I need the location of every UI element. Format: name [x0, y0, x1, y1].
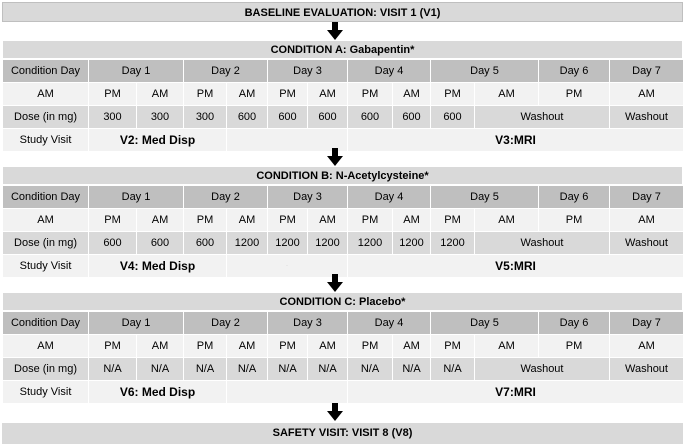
- day-header: Day 7: [610, 186, 684, 209]
- period-cell: PM: [348, 83, 393, 106]
- safety-visit-banner: SAFETY VISIT: VISIT 8 (V8): [2, 423, 683, 444]
- period-cell: PM: [539, 209, 610, 232]
- period-cell: PM: [431, 83, 475, 106]
- dose-cell: 1200: [308, 232, 348, 255]
- table-row: [3, 358, 684, 381]
- table-row: [3, 381, 684, 404]
- table-row: [3, 60, 684, 83]
- period-cell: AM: [393, 83, 431, 106]
- period-cell: AM: [610, 83, 684, 106]
- condition-title: CONDITION A: Gabapentin*: [2, 40, 683, 59]
- day-header: Day 6: [539, 312, 610, 335]
- dose-cell: Washout: [475, 232, 610, 255]
- period-cell: PM: [89, 83, 137, 106]
- dose-label: Dose (in mg): [3, 358, 89, 381]
- dose-label: Dose (in mg): [3, 232, 89, 255]
- dose-cell: N/A: [431, 358, 475, 381]
- down-arrow-icon: [327, 274, 343, 292]
- day-header: Day 1: [89, 312, 184, 335]
- condition-a-block: [2, 40, 683, 152]
- period-cell: AM: [610, 209, 684, 232]
- mri-visit: V5:MRI: [348, 255, 684, 278]
- day-header: Day 4: [348, 186, 431, 209]
- dose-cell: 300: [137, 106, 184, 129]
- dose-cell: 600: [137, 232, 184, 255]
- period-cell: AM: [475, 209, 539, 232]
- table-row: [3, 209, 684, 232]
- table-row: [3, 106, 684, 129]
- day-header: Day 2: [184, 60, 268, 83]
- day-header: Day 5: [431, 312, 539, 335]
- period-cell: AM: [475, 335, 539, 358]
- dose-cell: N/A: [137, 358, 184, 381]
- day-header: Day 2: [184, 186, 268, 209]
- dose-cell: N/A: [268, 358, 308, 381]
- dose-cell: Washout: [610, 106, 684, 129]
- am-label: AM: [3, 83, 89, 106]
- condition-c-table: [2, 311, 684, 404]
- med-disp-visit: V6: Med Disp: [89, 381, 227, 404]
- dose-cell: 600: [393, 106, 431, 129]
- period-cell: AM: [308, 83, 348, 106]
- period-cell: PM: [184, 209, 227, 232]
- dose-cell: N/A: [348, 358, 393, 381]
- condition-day-label: Condition Day: [3, 312, 89, 335]
- condition-c-block: [2, 292, 683, 404]
- study-visit-label: Study Visit: [3, 381, 89, 404]
- day-header: Day 2: [184, 312, 268, 335]
- down-arrow-icon: [327, 403, 343, 421]
- med-disp-visit: V4: Med Disp: [89, 255, 227, 278]
- period-cell: AM: [475, 83, 539, 106]
- day-header: Day 6: [539, 60, 610, 83]
- day-header: Day 3: [268, 60, 348, 83]
- period-cell: PM: [89, 209, 137, 232]
- period-cell: AM: [137, 335, 184, 358]
- period-cell: AM: [308, 209, 348, 232]
- blank-cell: [227, 381, 348, 404]
- period-cell: PM: [431, 335, 475, 358]
- am-label: AM: [3, 335, 89, 358]
- period-cell: PM: [539, 83, 610, 106]
- dose-cell: 1200: [348, 232, 393, 255]
- dose-cell: 600: [348, 106, 393, 129]
- dose-cell: 1200: [227, 232, 268, 255]
- dose-cell: N/A: [227, 358, 268, 381]
- mri-visit: V7:MRI: [348, 381, 684, 404]
- dose-cell: 1200: [431, 232, 475, 255]
- dose-cell: N/A: [393, 358, 431, 381]
- period-cell: AM: [610, 335, 684, 358]
- dose-cell: N/A: [308, 358, 348, 381]
- dose-cell: Washout: [475, 358, 610, 381]
- period-cell: AM: [308, 335, 348, 358]
- period-cell: PM: [268, 335, 308, 358]
- study-visit-label: Study Visit: [3, 129, 89, 152]
- day-header: Day 4: [348, 312, 431, 335]
- day-header: Day 7: [610, 60, 684, 83]
- condition-title: CONDITION B: N-Acetylcysteine*: [2, 166, 683, 185]
- dose-cell: 600: [308, 106, 348, 129]
- period-cell: AM: [227, 209, 268, 232]
- table-row: [3, 129, 684, 152]
- table-row: [3, 232, 684, 255]
- day-header: Day 1: [89, 186, 184, 209]
- dose-cell: 600: [184, 232, 227, 255]
- down-arrow-icon: [327, 22, 343, 40]
- period-cell: PM: [348, 335, 393, 358]
- am-label: AM: [3, 209, 89, 232]
- dose-cell: 300: [184, 106, 227, 129]
- dose-cell: 600: [431, 106, 475, 129]
- mri-visit: V3:MRI: [348, 129, 684, 152]
- day-header: Day 4: [348, 60, 431, 83]
- period-cell: AM: [137, 209, 184, 232]
- dose-cell: 600: [227, 106, 268, 129]
- condition-day-label: Condition Day: [3, 60, 89, 83]
- condition-a-table: [2, 59, 684, 152]
- dose-cell: 1200: [393, 232, 431, 255]
- dose-cell: Washout: [610, 232, 684, 255]
- table-row: [3, 255, 684, 278]
- condition-day-label: Condition Day: [3, 186, 89, 209]
- period-cell: PM: [184, 335, 227, 358]
- period-cell: PM: [431, 209, 475, 232]
- condition-b-table: [2, 185, 684, 278]
- table-row: [3, 83, 684, 106]
- table-row: [3, 335, 684, 358]
- period-cell: AM: [227, 83, 268, 106]
- table-row: [3, 186, 684, 209]
- period-cell: PM: [539, 335, 610, 358]
- day-header: Day 3: [268, 186, 348, 209]
- dose-cell: Washout: [475, 106, 610, 129]
- day-header: Day 1: [89, 60, 184, 83]
- blank-cell: ·: [227, 255, 348, 278]
- period-cell: PM: [348, 209, 393, 232]
- study-visit-label: Study Visit: [3, 255, 89, 278]
- dose-label: Dose (in mg): [3, 106, 89, 129]
- dose-cell: N/A: [89, 358, 137, 381]
- period-cell: PM: [268, 209, 308, 232]
- dose-cell: 600: [89, 232, 137, 255]
- med-disp-visit: V2: Med Disp: [89, 129, 227, 152]
- condition-title: CONDITION C: Placebo*: [2, 292, 683, 311]
- period-cell: AM: [137, 83, 184, 106]
- period-cell: AM: [393, 335, 431, 358]
- day-header: Day 7: [610, 312, 684, 335]
- period-cell: PM: [184, 83, 227, 106]
- period-cell: PM: [89, 335, 137, 358]
- day-header: Day 5: [431, 60, 539, 83]
- baseline-visit-banner: BASELINE EVALUATION: VISIT 1 (V1): [2, 2, 683, 22]
- dose-cell: Washout: [610, 358, 684, 381]
- period-cell: PM: [268, 83, 308, 106]
- dose-cell: 1200: [268, 232, 308, 255]
- day-header: Day 6: [539, 186, 610, 209]
- condition-b-block: [2, 166, 683, 278]
- dose-cell: 600: [268, 106, 308, 129]
- dose-cell: 300: [89, 106, 137, 129]
- down-arrow-icon: [327, 148, 343, 166]
- day-header: Day 5: [431, 186, 539, 209]
- dose-cell: N/A: [184, 358, 227, 381]
- day-header: Day 3: [268, 312, 348, 335]
- table-row: [3, 312, 684, 335]
- period-cell: AM: [393, 209, 431, 232]
- period-cell: AM: [227, 335, 268, 358]
